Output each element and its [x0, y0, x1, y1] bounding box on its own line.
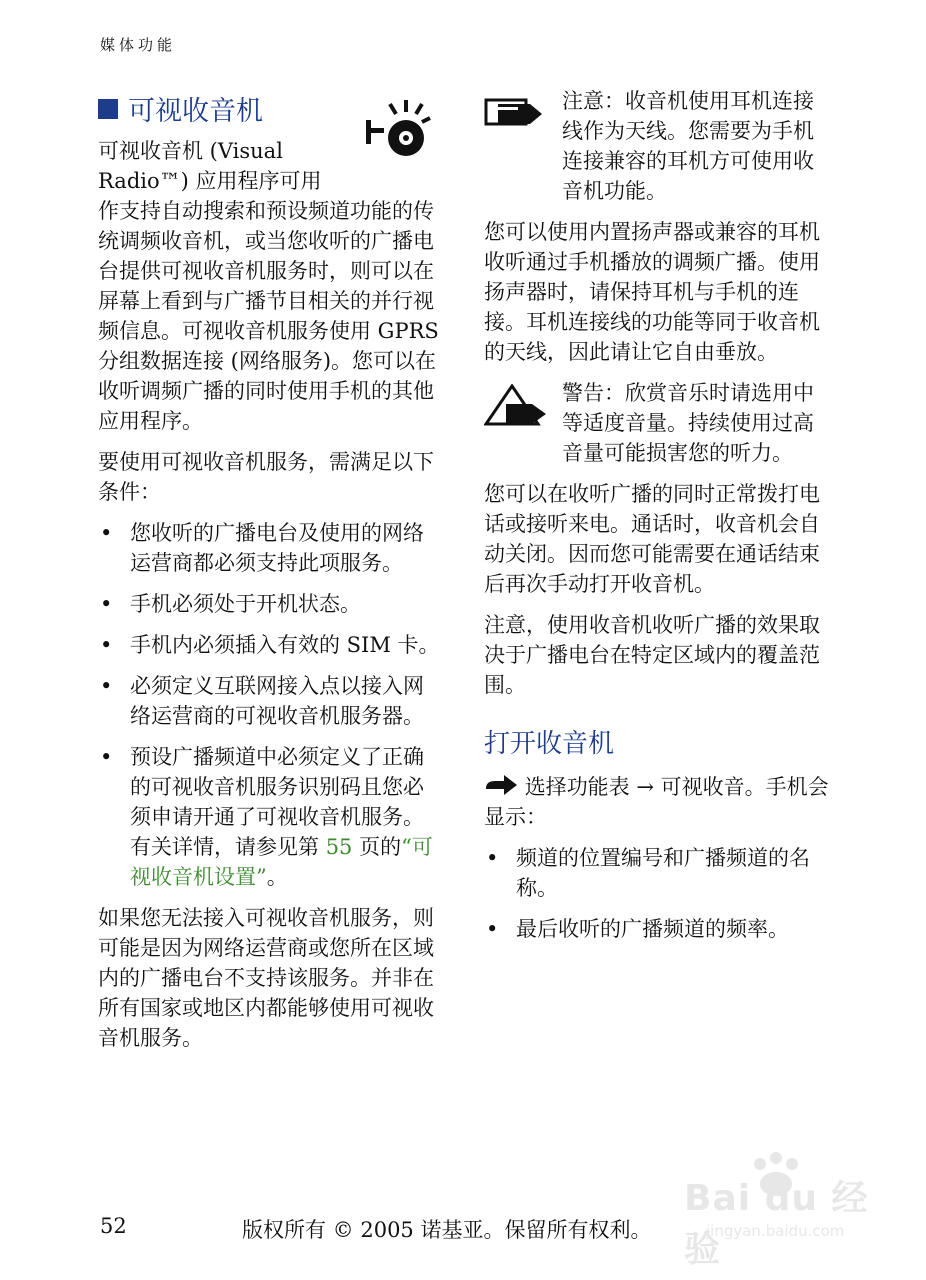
coverage-paragraph: 注意，使用收音机收听广播的效果取决于广播电台在特定区域内的覆盖范围。 [484, 613, 820, 697]
page-reference[interactable]: 55 [325, 835, 353, 859]
left-column [98, 86, 444, 1064]
right-column [484, 86, 832, 955]
open-radio-instruction: 选择功能表 → 可视收音。手机会显示： [484, 775, 829, 829]
warning-hand-icon [484, 384, 548, 426]
intro-line-2: Radio™) 应用程序可用 [98, 169, 322, 193]
watermark-brand: Bai du 经验 [684, 1178, 869, 1270]
note-label: 注意： [562, 89, 625, 113]
note-hand-icon [484, 92, 546, 132]
closing-paragraph: 如果您无法接入可视收音机服务，则可能是因为网络运营商或您所在区域内的广播电台不支持该服务。并非在所有国家或地区内都能够使用可视收音机服务。 [98, 906, 434, 1050]
call-paragraph: 您可以在收听广播的同时正常拨打电话或接听来电。通话时，收音机会自动关闭。因而您可能需要在通话结束后再次手动打开收音机。 [484, 482, 820, 596]
baidu-watermark [676, 1150, 886, 1270]
list-item: • 手机内必须插入有效的 SIM 卡。 [100, 633, 440, 657]
list-item: • 预设广播频道中必须定义了正确的可视收音机服务识别码且您必须申请开通了可视收音机服务。有关详情，请参见第 55 页的“可视收音机设置”。 [100, 745, 433, 889]
warning-label: 警告： [562, 381, 625, 405]
copyright-notice: 版权所有 © 2005 诺基亚。保留所有权利。 [242, 1218, 652, 1242]
title-square-icon [98, 99, 118, 119]
settings-link[interactable]: “可视收音机设置” [130, 835, 433, 889]
speaker-paragraph: 您可以使用内置扬声器或兼容的耳机收听通过手机播放的调频广播。使用扬声器时，请保持耳机与手机的连接。耳机连接线的功能等同于收音机的天线，因此请让它自由垂放。 [484, 220, 820, 364]
intro-paragraph: 作支持自动搜索和预设频道功能的传统调频收音机，或当您收听的广播电台提供可视收音机服务时，则可以在屏幕上看到与广播节目相关的并行视频信息。可视收音机服务使用 GPRS 分组数据连接 (网络服务)。您可以在收听调频广播的同时使用手机的其他应用程序。 [98, 199, 439, 433]
list-item: • 必须定义互联网接入点以接入网络运营商的可视收音机服务器。 [100, 674, 424, 728]
list-item: • 频道的位置编号和广播频道的名称。 [486, 846, 810, 900]
menu-item-visual-radio[interactable]: 可视收音 [660, 775, 745, 799]
list-item: • 最后收听的广播频道的频率。 [486, 917, 789, 941]
warning-box [484, 378, 832, 468]
subsection-title: 打开收音机 [484, 729, 615, 759]
intro-line-1: 可视收音机 (Visual [98, 139, 283, 163]
requirements-intro: 要使用可视收音机服务，需满足以下条件： [98, 450, 434, 504]
visual-radio-icon [364, 98, 436, 158]
menu-item-functions[interactable]: 功能表 [566, 775, 630, 799]
watermark-url: jingyan.baidu.com [706, 1222, 845, 1240]
page-number: 52 [100, 1214, 127, 1238]
requirements-list [98, 518, 444, 892]
list-item: • 您收听的广播电台及使用的网络运营商都必须支持此项服务。 [100, 521, 424, 575]
running-header: 媒体功能 [100, 36, 177, 54]
note-text: 收音机使用耳机连接线作为天线。您需要为手机连接兼容的耳机方可使用收音机功能。 [562, 89, 814, 203]
section-title-text: 可视收音机 [128, 95, 263, 127]
navigate-arrow-icon [484, 775, 518, 797]
menu-arrow: → [636, 775, 654, 799]
display-list [484, 843, 832, 944]
warning-text: 欣赏音乐时请选用中等适度音量。持续使用过高音量可能损害您的听力。 [562, 381, 814, 465]
note-box [484, 86, 832, 206]
list-item: • 手机必须处于开机状态。 [100, 592, 361, 616]
